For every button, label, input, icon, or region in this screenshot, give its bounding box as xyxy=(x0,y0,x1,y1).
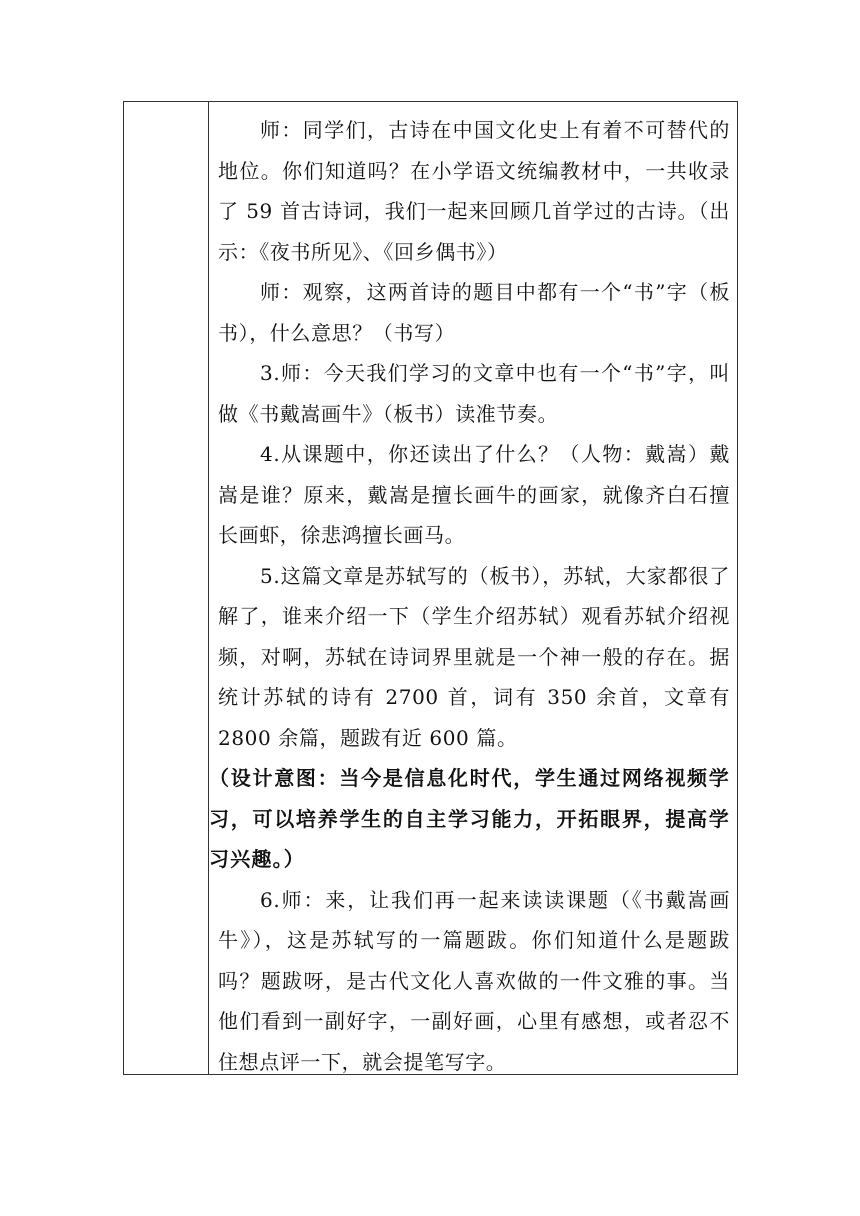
paragraph-step-3: 3.师：今天我们学习的文章中也有一个“书”字，叫做《书戴嵩画牛》（板书）读准节奏。 xyxy=(218,361,730,426)
table-content-cell xyxy=(209,102,737,1074)
paragraph-intro: 师：同学们，古诗在中国文化史上有着不可替代的地位。你们知道吗？在小学语文统编教材中，一共收录了 59 首古诗词，我们一起来回顾几首学过的古诗。（出示：《夜书所见》、《回乡偶书》） xyxy=(218,118,730,264)
table-left-column xyxy=(124,102,209,1074)
design-intent-note: （设计意图：当今是信息化时代，学生通过网络视频学习，可以培养学生的自主学习能力，开拓眼界，提高学习兴趣。） xyxy=(209,766,730,871)
lesson-table xyxy=(123,101,738,1075)
paragraph-observe: 师：观察，这两首诗的题目中都有一个“书”字（板书），什么意思？（书写） xyxy=(218,280,730,345)
paragraph-step-4: 4.从课题中，你还读出了什么？（人物：戴嵩）戴嵩是谁？原来，戴嵩是擅长画牛的画家，就像齐白石擅长画虾，徐悲鸿擅长画马。 xyxy=(218,442,730,547)
paragraph-step-5: 5.这篇文章是苏轼写的（板书），苏轼，大家都很了解了，谁来介绍一下（学生介绍苏轼）观看苏轼介绍视频，对啊，苏轼在诗词界里就是一个神一般的存在。据统计苏轼的诗有 2700 首，词有 350 余首，文章有 2800 余篇，题跋有近 600 篇。 xyxy=(218,563,730,750)
paragraph-step-6: 6.师：来，让我们再一起来读读课题（《书戴嵩画牛》），这是苏轼写的一篇题跋。你们知道什么是题跋吗？题跋呀，是古代文化人喜欢做的一件文雅的事。当他们看到一副好字，一副好画，心里有感想，或者忍不住想点评一下，就会提笔写字。 xyxy=(218,887,730,1074)
